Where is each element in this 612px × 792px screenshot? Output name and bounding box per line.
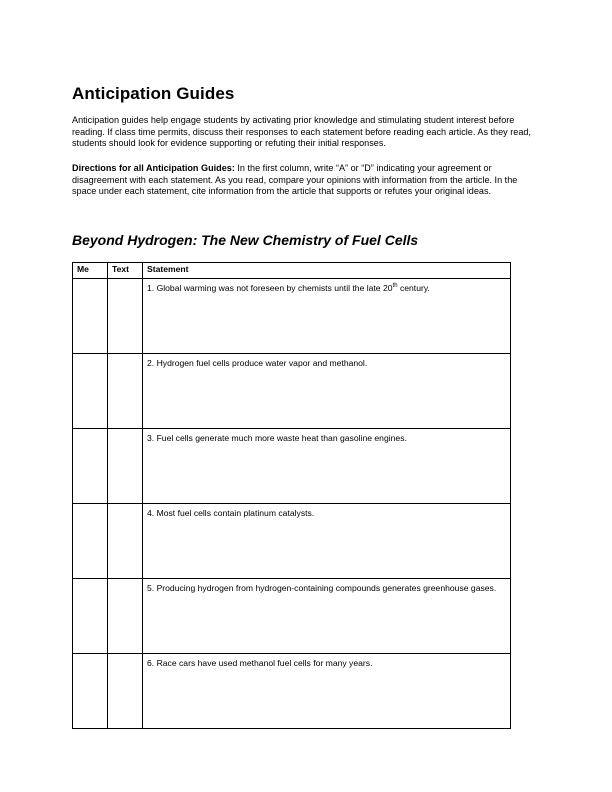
- table-row: [73, 654, 511, 729]
- table-row: [73, 354, 511, 429]
- table-row: [73, 429, 511, 504]
- statement-cell: [143, 579, 511, 654]
- statement-number: 1.: [147, 283, 155, 293]
- text-response-cell[interactable]: [108, 279, 143, 354]
- intro-paragraph: Anticipation guides help engage students by activating prior knowledge and stimulating student interest before reading. If class time permits, discuss their responses to each statement before reading each article. As they read, students should look for evidence supporting or refuting their initial responses.: [72, 115, 531, 149]
- header-text: Text: [108, 263, 143, 279]
- statement-text: Most fuel cells contain platinum catalysts.: [156, 508, 315, 518]
- statement-text-after: century.: [397, 283, 430, 293]
- table-row: [73, 279, 511, 354]
- statement-cell: [143, 504, 511, 579]
- text-response-cell[interactable]: [108, 504, 143, 579]
- me-response-cell[interactable]: [73, 429, 108, 504]
- directions-paragraph: [72, 163, 544, 198]
- text-response-cell[interactable]: [108, 579, 143, 654]
- statement-text: Global warming was not foreseen by chemists until the late 20: [156, 283, 393, 293]
- me-response-cell[interactable]: [73, 654, 108, 729]
- statement-text: Fuel cells generate much more waste heat than gasoline engines.: [156, 433, 407, 443]
- text-response-cell[interactable]: [108, 654, 143, 729]
- statement-cell: [143, 654, 511, 729]
- statement-text: Race cars have used methanol fuel cells for many years.: [156, 658, 373, 668]
- header-me: Me: [73, 263, 108, 279]
- statement-number: 2.: [147, 358, 155, 368]
- statement-number: 5.: [147, 583, 155, 593]
- statement-cell: [143, 354, 511, 429]
- statement-cell: [143, 279, 511, 354]
- me-response-cell[interactable]: [73, 579, 108, 654]
- article-title: Beyond Hydrogen: The New Chemistry of Fuel Cells: [72, 232, 419, 248]
- statement-text: Hydrogen fuel cells produce water vapor and methanol.: [156, 358, 368, 368]
- me-response-cell[interactable]: [73, 504, 108, 579]
- statement-number: 3.: [147, 433, 155, 443]
- directions-body: In the first column, write “A” or “D” indicating your agreement or disagreement with each statement. As you read, compare your opinions with information from the article. In the space under each statement, cite information from the article that supports or refutes your original ideas.: [72, 163, 518, 197]
- statement-number: 6.: [147, 658, 155, 668]
- me-response-cell[interactable]: [73, 279, 108, 354]
- table-row: [73, 579, 511, 654]
- table-header-row: [73, 263, 511, 279]
- page-title: Anticipation Guides: [72, 84, 235, 103]
- header-statement: Statement: [143, 263, 511, 279]
- anticipation-table: [72, 262, 511, 729]
- me-response-cell[interactable]: [73, 354, 108, 429]
- directions-lead: Directions for all Anticipation Guides:: [72, 163, 235, 173]
- text-response-cell[interactable]: [108, 429, 143, 504]
- text-response-cell[interactable]: [108, 354, 143, 429]
- statement-text: Producing hydrogen from hydrogen-containing compounds generates greenhouse gases.: [156, 583, 497, 593]
- table-row: [73, 504, 511, 579]
- statement-number: 4.: [147, 508, 155, 518]
- statement-cell: [143, 429, 511, 504]
- statement-superscript: th: [392, 283, 398, 290]
